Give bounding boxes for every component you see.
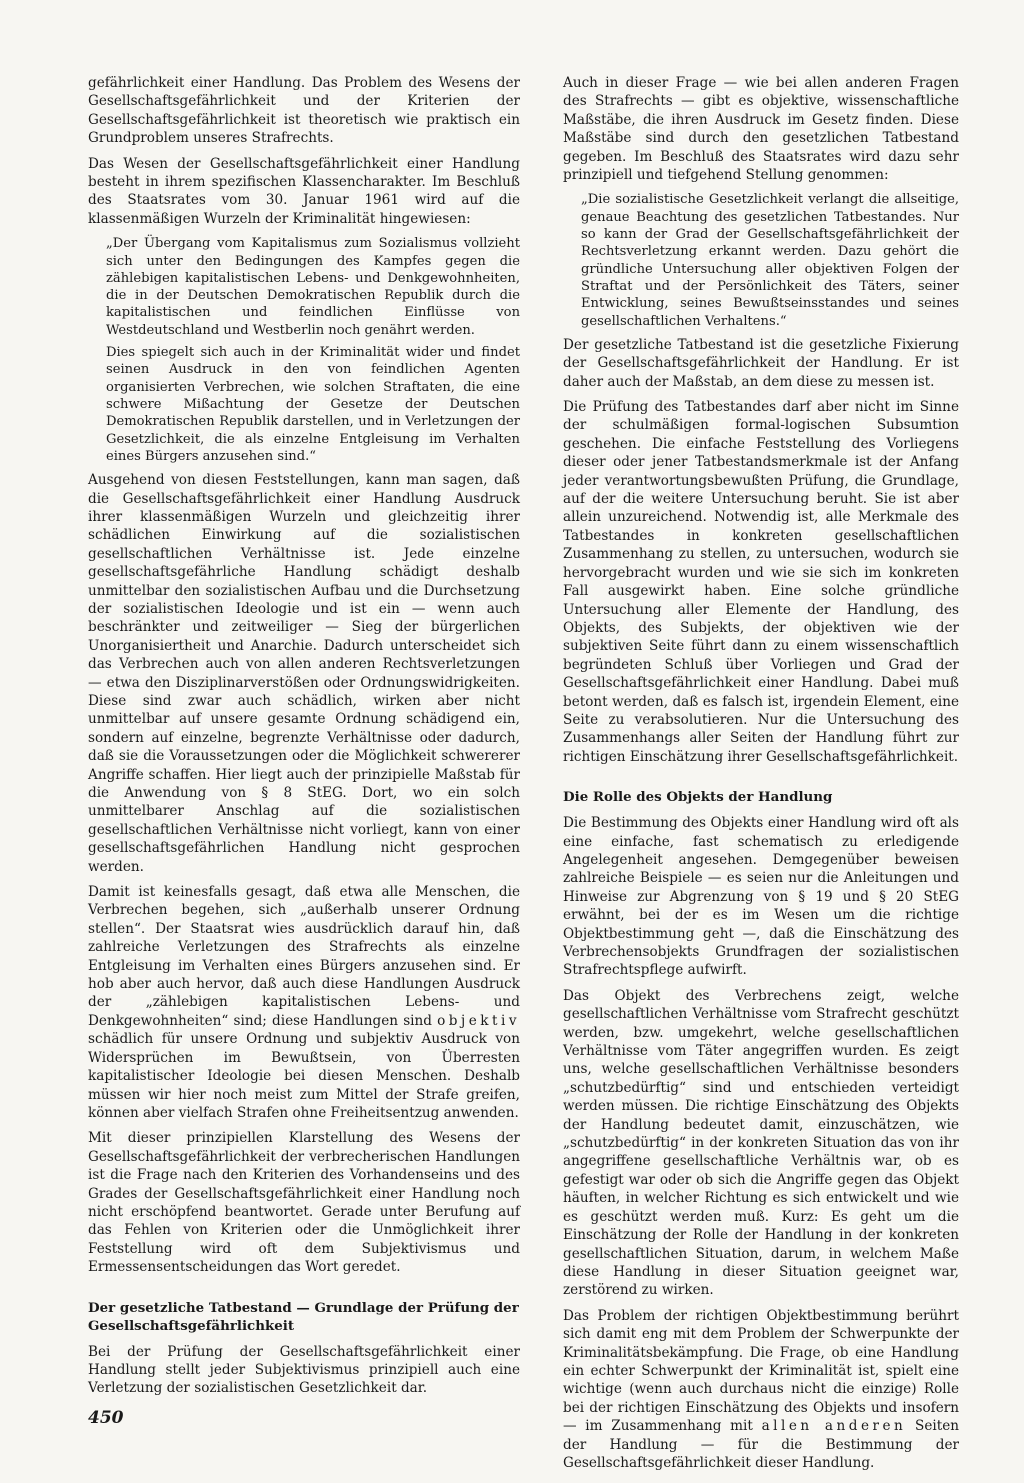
quote-paragraph: „Der Übergang vom Kapitalismus zum Sozialismus vollzieht sich unter den Bedingungen des Kampfes gegen die zählebigen kapitalistischen Lebens- und Denkgewohnheiten, die in der Deutschen Demokratischen Republik durch die kapitalistischen und feindlichen Einflüsse von Westdeutschland und Westberlin noch genährt werden.	[106, 236, 520, 338]
emphasized-text: objektiv	[437, 1012, 520, 1029]
text-run: Damit ist keinesfalls gesagt, daß etwa alle Menschen, die Verbrechen begehen, sich „außerhalb unserer Ordnung stellen“. Der Staatsrat wies ausdrücklich darauf hin, daß zahlreiche Verletzungen des Strafrechts als einzelne Entgleisung im Verhalten eines Bürgers anzusehen sind. Er hob aber auch hervor, daß auch diese Handlungen Ausdruck der „zählebigen kapitalistischen Lebens- und Denkgewohnheiten“ sind; diese Handlungen sind	[88, 884, 520, 1029]
text-run: schädlich für unsere Ordnung und subjektiv Ausdruck von Widersprüchen im Bewußtsein, von Überresten kapitalistischer Ideologie bei diesen Menschen. Deshalb müssen wir hier noch meist zum Mittel der Strafe greifen, können aber vielfach Strafen ohne Freiheitsentzug anwenden.	[88, 1031, 520, 1121]
quotation	[581, 191, 959, 329]
paragraph: Auch in dieser Frage — wie bei allen anderen Fragen des Strafrechts — gibt es objektive, wissenschaftliche Maßstäbe, die ihren Ausdruck im Gesetz finden. Diese Maßstäbe sind durch den gesetzlichen Tatbestand gegeben. Im Beschluß des Staatsrates wird dazu sehr prinzipiell und tiefgehend Stellung genommen:	[563, 75, 959, 184]
paragraph: Das Wesen der Gesellschaftsgefährlichkeit einer Handlung besteht in ihrem spezifischen Klassencharakter. Im Beschluß des Staatsrates vom 30. Januar 1961 wird auf die klassenmäßigen Wurzeln der Kriminalität hingewiesen:	[88, 155, 520, 227]
paragraph: Die Prüfung des Tatbestandes darf aber nicht im Sinne der schulmäßigen formal-logischen Subsumtion geschehen. Die einfache Feststellung des Vorliegens dieser oder jener Tatbestandsmerkmale ist der Anfang jeder verantwortungsbewußten Prüfung, die Grundlage, auf der die weitere Untersuchung beruht. Sie ist aber allein unzureichend. Notwendig ist, alle Merkmale des Tatbestandes in konkreten gesellschaftlichen Zusammenhang zu stellen, zu untersuchen, wodurch sie hervorgebracht wurden und wie sie sich im konkreten Fall ausgewirkt haben. Eine solche gründliche Untersuchung aller Elemente der Handlung, des Objekts, des Subjekts, der objektiven wie der subjektiven Seite führt dann zu einem wissenschaftlich begründeten Schluß über Vorliegen und Grad der Gesellschaftsgefährlichkeit einer Handlung. Dabei muß betont werden, daß es falsch ist, irgendein Element, eine Seite zu verabsolutieren. Nur die Untersuchung des Zusammenhangs aller Seiten der Handlung führt zur richtigen Einschätzung ihrer Gesellschaftsgefährlichkeit.	[563, 399, 959, 765]
paragraph: Ausgehend von diesen Feststellungen, kann man sagen, daß die Gesellschaftsgefährlichkeit einer Handlung Ausdruck ihrer klassenmäßigen Wurzeln und gleichzeitig ihrer schädlichen Einwirkung auf die sozialistischen gesellschaftlichen Verhältnisse ist. Jede einzelne gesellschaftsgefährliche Handlung schädigt deshalb unmittelbar den sozialistischen Aufbau und die Durchsetzung der sozialistischen Ideologie und ist ein — wenn auch beschränkter und zeitweiliger — Sieg der bürgerlichen Unorganisiertheit und Anarchie. Dadurch unterscheidet sich das Verbrechen auch von allen anderen Rechtsverletzungen — etwa den Disziplinarverstößen oder Ordnungswidrigkeiten. Diese sind zwar auch schädlich, wirken aber nicht unmittelbar auf unsere gesamte Ordnung schädigend ein, sondern auf einzelne, begrenzte Verhältnisse oder dadurch, daß sie die Voraussetzungen oder die Möglichkeit schwererer Angriffe schaffen. Hier liegt auch der prinzipielle Maßstab für die Anwendung von § 8 StEG. Dort, wo ein solch unmittelbarer Anschlag auf die sozialistischen gesellschaftlichen Verhältnisse nicht vorliegt, kann von einer gesellschaftsgefährlichen Handlung nicht gesprochen werden.	[88, 472, 520, 875]
paragraph: Die Bestimmung des Objekts einer Handlung wird oft als eine einfache, fast schematisch zu erledigende Angelegenheit angesehen. Demgegenüber beweisen zahlreiche Beispiele — es seien nur die Anleitungen und Hinweise zur Abgrenzung von § 19 und § 20 StEG erwähnt, bei der es im Wesen um die richtige Objektbestimmung geht —, daß die Einschätzung des Verbrechensobjekts Grundfragen der sozialistischen Strafrechtspflege aufwirft.	[563, 815, 959, 979]
quote-paragraph: „Die sozialistische Gesetzlichkeit verlangt die allseitige, genaue Beachtung des gesetzlichen Tatbestandes. Nur so kann der Grad der Gesellschaftsgefährlichkeit der Rechtsverletzung erkannt werden. Dazu gehört die gründliche Untersuchung aller objektiven Folgen der Straftat und der Persönlichkeit des Täters, seiner Entwicklung, seines Bewußtseinsstandes und seines gesellschaftlichen Verhaltens.“	[581, 192, 959, 329]
quotation	[106, 235, 520, 465]
left-column	[88, 74, 520, 1405]
paragraph: Bei der Prüfung der Gesellschaftsgefährlichkeit einer Handlung stellt jeder Subjektivismus prinzipiell auch eine Verletzung der sozialistischen Gesetzlichkeit dar.	[88, 1343, 520, 1397]
page-number: 450	[88, 1408, 124, 1428]
paragraph	[563, 1307, 959, 1473]
emphasized-text: allen anderen	[761, 1418, 907, 1435]
quote-paragraph: Dies spiegelt sich auch in der Kriminalität wider und findet seinen Ausdruck in den von feindlichen Agenten organisierten Verbrechen, wie solchen Straftaten, die eine schwere Mißachtung der Gesetze der Deutschen Demokratischen Republik darstellen, und in Verletzungen der Gesetzlichkeit, die als einzelne Entgleisung im Verhalten eines Bürgers anzusehen sind.“	[106, 345, 520, 464]
paragraph: Der gesetzliche Tatbestand ist die gesetzliche Fixierung der Gesellschaftsgefährlichkeit der Handlung. Er ist daher auch der Maßstab, an dem diese zu messen ist.	[563, 336, 959, 390]
text-run: Seiten der Handlung — für die Bestimmung der Gesellschaftsgefährlichkeit dieser Handlung.	[563, 1418, 959, 1471]
paragraph: Das Objekt des Verbrechens zeigt, welche gesellschaftlichen Verhältnisse vom Strafrecht geschützt werden, bzw. umgekehrt, welche gesellschaftlichen Verhältnisse vom Täter angegriffen wurden. Es zeigt uns, welche gesellschaftlichen Verhältnisse besonders „schutzbedürftig“ sind und entschieden verteidigt werden müssen. Die richtige Einschätzung des Objekts der Handlung bedeutet damit, einzuschätzen, wie „schutzbedürftig“ in der konkreten Situation das von ihr angegriffene gesellschaftliche Verhältnis war, ob es gefestigt war oder ob sich die Angriffe gegen das Objekt häuften, in welcher Richtung es sich entwickelt und wie es geschützt werden muß. Kurz: Es geht um die Einschätzung der Rolle der Handlung in der konkreten gesellschaftlichen Situation, darum, in welchem Maße diese Handlung in dieser Situation geeignet war, zerstörend zu wirken.	[563, 987, 959, 1299]
text-run: Das Problem der richtigen Objektbestimmung berührt sich damit eng mit dem Problem der Schwerpunkte der Kriminalitätsbekämpfung. Die Frage, ob eine Handlung ein echter Schwerpunkt der Kriminalität ist, spielt eine wichtige (wenn auch durchaus nicht die einzige) Rolle bei der richtigen Einschätzung des Objekts und insofern — im Zusammenhang mit	[563, 1307, 959, 1435]
section-heading: Der gesetzliche Tatbestand — Grundlage der Prüfung der Gesellschaftsgefährlichkeit	[88, 1299, 519, 1334]
section-heading: Die Rolle des Objekts der Handlung	[563, 789, 833, 806]
right-column	[563, 74, 959, 1479]
paragraph: Mit dieser prinzipiellen Klarstellung des Wesens der Gesellschaftsgefährlichkeit der verbrecherischen Handlungen ist die Frage nach den Kriterien des Vorhandenseins und des Grades der Gesellschaftsgefährlichkeit einer Handlung noch nicht erschöpfend beantwortet. Gerade unter Berufung auf das Fehlen von Kriterien oder die Unmöglichkeit ihrer Feststellung wird oft dem Subjektivismus und Ermessensentscheidungen das Wort geredet.	[88, 1130, 520, 1276]
paragraph	[88, 883, 520, 1122]
paragraph: gefährlichkeit einer Handlung. Das Problem des Wesens der Gesellschaftsgefährlichkeit und der Kriterien der Gesellschaftsgefährlichkeit ist theoretisch wie praktisch ein Grundproblem unseres Strafrechts.	[88, 75, 520, 147]
